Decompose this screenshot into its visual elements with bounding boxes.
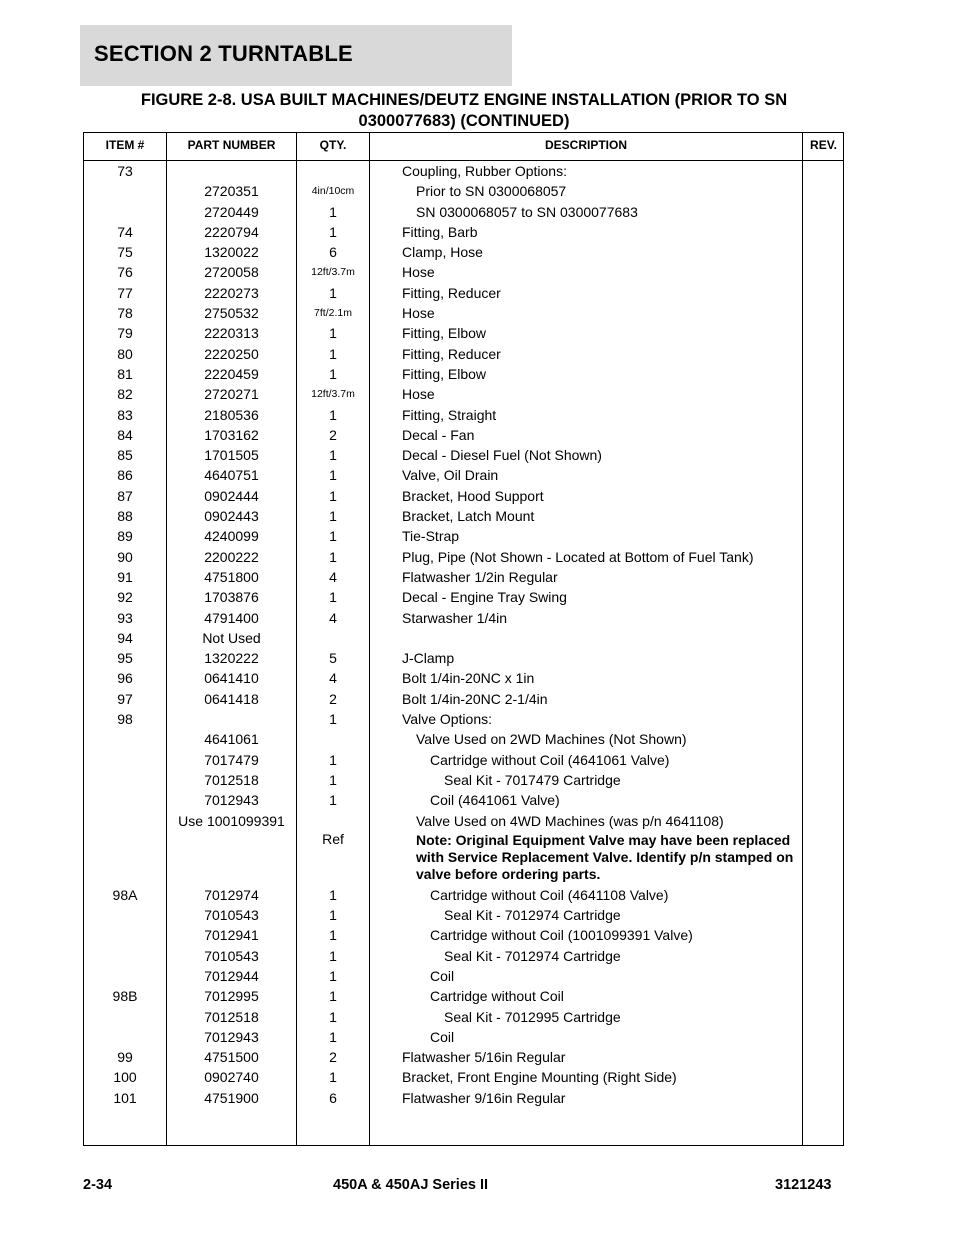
table-row: [84, 811, 843, 831]
part-number-cell: 4791400: [204, 609, 259, 626]
qty-cell: 4: [329, 670, 337, 687]
description-cell: Coil (4641061 Valve): [430, 792, 560, 809]
table-row: [84, 344, 843, 364]
item-cell: 77: [117, 284, 133, 301]
description-cell: J-Clamp: [402, 650, 455, 667]
part-number-cell: 1703162: [204, 426, 259, 443]
item-cell: 94: [117, 629, 133, 646]
part-number-cell: 7017479: [204, 751, 259, 768]
item-cell: 97: [117, 690, 133, 707]
description-cell: Note: Original Equipment Valve may have been replaced with Service Replacement Valve. Identify p/n stamped on valve before ordering parts.: [416, 831, 794, 882]
item-cell: 73: [117, 163, 133, 179]
part-number-cell: 7010543: [204, 907, 259, 924]
part-number-cell: 2200222: [204, 548, 259, 565]
description-cell: Seal Kit - 7012995 Cartridge: [444, 1008, 621, 1025]
qty-cell: 1: [329, 988, 337, 1005]
item-cell: 98: [117, 711, 133, 728]
part-number-cell: 7012944: [204, 967, 259, 984]
item-cell: 95: [117, 650, 133, 667]
description-cell: Decal - Diesel Fuel (Not Shown): [402, 447, 602, 464]
qty-cell: 1: [329, 528, 337, 545]
item-cell: 82: [117, 386, 133, 403]
figure-title-line-2: 0300077683) (CONTINUED): [358, 112, 570, 130]
qty-cell: 1: [329, 223, 337, 240]
description-cell: Hose: [402, 386, 435, 403]
qty-cell: 1: [329, 345, 337, 362]
parts-table: [83, 132, 844, 1146]
item-cell: 79: [117, 325, 133, 342]
description-cell: Valve Options:: [402, 711, 493, 728]
part-number-cell: 1701505: [204, 447, 259, 464]
item-cell: 89: [117, 528, 133, 545]
item-cell: 74: [117, 223, 133, 240]
part-number-cell: 4240099: [204, 528, 259, 545]
qty-cell: 1: [329, 548, 337, 565]
description-cell: Bracket, Hood Support: [402, 487, 544, 504]
footer-page-number: 2-34: [83, 1177, 113, 1193]
qty-cell: 12ft/3.7m: [311, 266, 355, 279]
part-number-cell: Not Used: [202, 629, 261, 646]
qty-cell: 4: [329, 609, 337, 626]
header-description: DESCRIPTION: [544, 138, 627, 152]
part-number-cell: 0641418: [204, 690, 259, 707]
part-number-cell: 0902740: [204, 1069, 259, 1086]
part-number-cell: 7012518: [204, 771, 259, 788]
qty-cell: 1: [329, 589, 337, 606]
table-row: [84, 1027, 843, 1047]
description-cell: Cartridge without Coil (1001099391 Valve): [430, 927, 693, 944]
table-row: [84, 202, 843, 222]
description-cell: Prior to SN 0300068057: [416, 183, 567, 200]
table-row: [84, 925, 843, 945]
header-qty: QTY.: [319, 138, 347, 152]
qty-cell: 1: [329, 886, 337, 903]
table-row: [84, 831, 843, 885]
section-title: SECTION 2 TURNTABLE: [94, 41, 353, 66]
qty-cell: 1: [329, 203, 337, 220]
table-row: [84, 405, 843, 425]
table-row: [84, 283, 843, 303]
qty-cell: 1: [329, 325, 337, 342]
description-cell: Flatwasher 5/16in Regular: [402, 1049, 566, 1066]
table-row: [84, 986, 843, 1006]
part-number-cell: 7010543: [204, 947, 259, 964]
description-cell: Tie-Strap: [402, 528, 460, 545]
part-number-cell: 0902444: [204, 487, 259, 504]
description-cell: Fitting, Elbow: [402, 365, 487, 382]
qty-cell: 1: [329, 907, 337, 924]
figure-title: [84, 90, 844, 132]
item-cell: 88: [117, 508, 133, 525]
item-cell: 91: [117, 568, 133, 585]
description-cell: Decal - Engine Tray Swing: [402, 589, 567, 606]
part-number-cell: 2220794: [204, 223, 259, 240]
table-row: [84, 966, 843, 986]
description-cell: Valve, Oil Drain: [402, 467, 499, 484]
description-cell: SN 0300068057 to SN 0300077683: [416, 203, 638, 220]
table-row: [84, 242, 843, 262]
qty-cell: 1: [329, 947, 337, 964]
qty-cell: 1: [329, 406, 337, 423]
part-number-cell: 4641061: [204, 731, 259, 748]
table-row: [84, 445, 843, 465]
table-row: [84, 648, 843, 668]
table-row: [84, 1067, 843, 1087]
part-number-cell: 2750532: [204, 305, 259, 322]
item-cell: 83: [117, 406, 133, 423]
table-header-row: [84, 133, 843, 161]
description-cell: Seal Kit - 7012974 Cartridge: [444, 907, 621, 924]
part-number-cell: 2720449: [204, 203, 259, 220]
table-row: [84, 486, 843, 506]
description-cell: Fitting, Reducer: [402, 284, 501, 301]
part-number-cell: 2220273: [204, 284, 259, 301]
table-row: [84, 465, 843, 485]
part-number-cell: 0902443: [204, 508, 259, 525]
description-cell: Fitting, Elbow: [402, 325, 487, 342]
part-number-cell: 2220250: [204, 345, 259, 362]
item-cell: 75: [117, 244, 133, 261]
part-number-cell: 7012518: [204, 1008, 259, 1025]
table-row: [84, 323, 843, 343]
part-number-cell: 4640751: [204, 467, 259, 484]
description-cell: Seal Kit - 7012974 Cartridge: [444, 947, 621, 964]
table-row: [84, 885, 843, 905]
table-row: [84, 1007, 843, 1027]
item-cell: 98B: [112, 988, 138, 1005]
qty-cell: 2: [329, 1049, 337, 1066]
qty-cell: 1: [329, 284, 337, 301]
header-rev: REV.: [810, 138, 837, 152]
description-cell: Fitting, Reducer: [402, 345, 501, 362]
part-number-cell: 0641410: [204, 670, 259, 687]
qty-cell: 1: [329, 771, 337, 788]
table-row: [84, 1088, 843, 1108]
description-cell: Decal - Fan: [402, 426, 475, 443]
table-row: [84, 161, 843, 181]
qty-cell: 1: [329, 447, 337, 464]
table-row: [84, 946, 843, 966]
qty-cell: 1: [329, 365, 337, 382]
description-cell: Coil: [430, 967, 455, 984]
item-cell: 85: [117, 447, 133, 464]
item-cell: 78: [117, 305, 133, 322]
header-part-number: PART NUMBER: [187, 138, 276, 152]
table-row: [84, 547, 843, 567]
part-number-cell: 4751900: [204, 1089, 259, 1106]
table-body: [84, 161, 843, 1108]
item-cell: 86: [117, 467, 133, 484]
footer-document-number: 3121243: [775, 1177, 832, 1193]
section-header: [80, 25, 512, 86]
description-cell: Bracket, Front Engine Mounting (Right Side): [402, 1069, 677, 1086]
qty-cell: 2: [329, 690, 337, 707]
table-row: [84, 905, 843, 925]
description-cell: Bolt 1/4in-20NC x 1in: [402, 670, 535, 687]
table-row: [84, 729, 843, 749]
table-row: [84, 587, 843, 607]
table-row: [84, 750, 843, 770]
description-cell: Bolt 1/4in-20NC 2-1/4in: [402, 690, 548, 707]
qty-cell: 1: [329, 487, 337, 504]
table-row: [84, 303, 843, 323]
part-number-cell: 2720271: [204, 386, 259, 403]
qty-cell: 1: [329, 1008, 337, 1025]
description-cell: Flatwasher 1/2in Regular: [402, 568, 558, 585]
item-cell: 93: [117, 609, 133, 626]
item-cell: 84: [117, 426, 133, 443]
description-cell: Cartridge without Coil (4641061 Valve): [430, 751, 670, 768]
description-cell: Plug, Pipe (Not Shown - Located at Bottom of Fuel Tank): [402, 548, 754, 565]
part-number-cell: 2220313: [204, 325, 259, 342]
table-row: [84, 222, 843, 242]
table-row: [84, 262, 843, 282]
table-row: [84, 790, 843, 810]
description-cell: Hose: [402, 264, 435, 281]
footer-model: 450A & 450AJ Series II: [333, 1177, 489, 1193]
description-cell: Valve Used on 2WD Machines (Not Shown): [416, 731, 687, 748]
table-row: [84, 526, 843, 546]
part-number-cell: 2720351: [204, 183, 259, 200]
part-number-cell: 1703876: [204, 589, 259, 606]
item-cell: 98A: [112, 886, 138, 903]
part-number-cell: Use 1001099391: [178, 812, 285, 829]
table-row: [84, 1047, 843, 1067]
item-cell: 81: [117, 365, 133, 382]
qty-cell: 6: [329, 244, 337, 261]
qty-cell: 1: [329, 927, 337, 944]
part-number-cell: 7012974: [204, 886, 259, 903]
description-cell: Cartridge without Coil (4641108 Valve): [430, 886, 669, 903]
description-cell: Flatwasher 9/16in Regular: [402, 1089, 566, 1106]
qty-cell: 1: [329, 508, 337, 525]
table-row: [84, 770, 843, 790]
qty-cell: 12ft/3.7m: [311, 388, 355, 401]
part-number-cell: 4751500: [204, 1049, 259, 1066]
part-number-cell: 7012995: [204, 988, 259, 1005]
item-cell: 76: [117, 264, 133, 281]
item-cell: 101: [113, 1089, 137, 1106]
description-cell: Bracket, Latch Mount: [402, 508, 535, 525]
description-cell: Coupling, Rubber Options:: [402, 163, 567, 179]
part-number-cell: 1320222: [204, 650, 259, 667]
item-cell: 92: [117, 589, 133, 606]
part-number-cell: 7012941: [204, 927, 259, 944]
table-row: [84, 384, 843, 404]
item-cell: 100: [113, 1069, 137, 1086]
table-row: [84, 709, 843, 729]
table-row: [84, 668, 843, 688]
part-number-cell: 2220459: [204, 365, 259, 382]
qty-cell: 1: [329, 751, 337, 768]
description-cell: Starwasher 1/4in: [402, 609, 508, 626]
table-row: [84, 689, 843, 709]
description-cell: Hose: [402, 305, 435, 322]
table-row: [84, 364, 843, 384]
qty-cell: 1: [329, 1069, 337, 1086]
qty-cell: 1: [329, 711, 337, 728]
qty-cell: 1: [329, 1028, 337, 1045]
description-cell: Cartridge without Coil: [430, 988, 564, 1005]
item-cell: 99: [117, 1049, 133, 1066]
figure-title-line-1: FIGURE 2-8. USA BUILT MACHINES/DEUTZ ENGINE INSTALLATION (PRIOR TO SN: [140, 91, 788, 109]
description-cell: Fitting, Straight: [402, 406, 497, 423]
item-cell: 96: [117, 670, 133, 687]
table-row: [84, 567, 843, 587]
qty-cell: 5: [329, 650, 337, 667]
header-item: ITEM #: [105, 138, 145, 152]
table-row: [84, 628, 843, 648]
item-cell: 90: [117, 548, 133, 565]
part-number-cell: 7012943: [204, 792, 259, 809]
qty-cell: 2: [329, 426, 337, 443]
table-row: [84, 425, 843, 445]
part-number-cell: 2720058: [204, 264, 259, 281]
table-row: [84, 506, 843, 526]
part-number-cell: 4751800: [204, 568, 259, 585]
description-cell: Valve Used on 4WD Machines (was p/n 4641108): [416, 812, 724, 829]
item-cell: 80: [117, 345, 133, 362]
part-number-cell: 1320022: [204, 244, 259, 261]
table-row: [84, 181, 843, 201]
qty-cell: 4in/10cm: [311, 185, 355, 198]
qty-cell: 6: [329, 1089, 337, 1106]
qty-cell: Ref: [322, 830, 344, 847]
qty-cell: 7ft/2.1m: [314, 307, 352, 320]
description-cell: Seal Kit - 7017479 Cartridge: [444, 771, 621, 788]
qty-cell: 1: [329, 467, 337, 484]
part-number-cell: 7012943: [204, 1028, 259, 1045]
part-number-cell: 2180536: [204, 406, 259, 423]
description-cell: Clamp, Hose: [402, 244, 483, 261]
description-cell: Coil: [430, 1028, 455, 1045]
table-row: [84, 608, 843, 628]
qty-cell: 1: [329, 792, 337, 809]
qty-cell: 1: [329, 967, 337, 984]
qty-cell: 4: [329, 568, 337, 585]
item-cell: 87: [117, 487, 133, 504]
description-cell: Fitting, Barb: [402, 223, 478, 240]
